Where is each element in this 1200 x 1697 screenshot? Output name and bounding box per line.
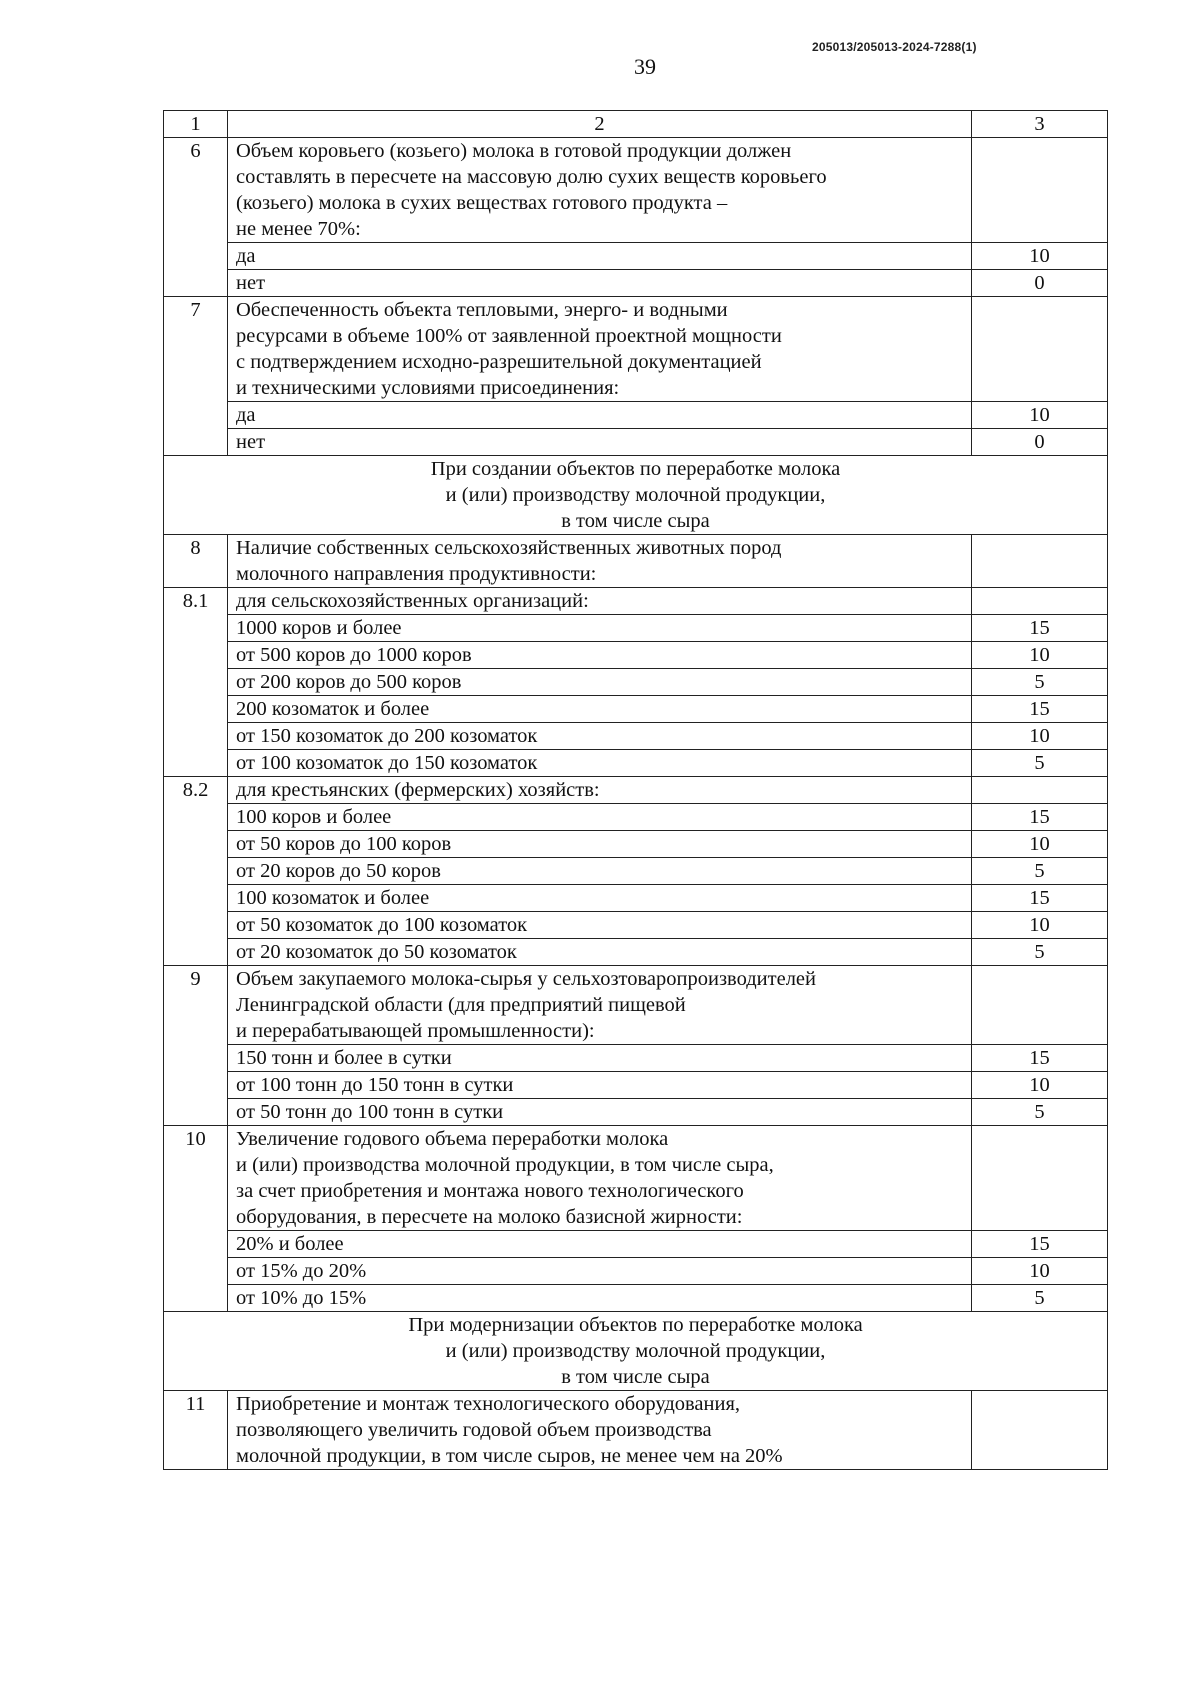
criterion-text: для сельскохозяйственных организаций: (228, 588, 972, 615)
option-row (164, 1258, 1108, 1285)
option-text: от 100 козоматок до 150 козоматок (228, 750, 972, 777)
option-text: от 20 коров до 50 коров (228, 858, 972, 885)
header-cell-1: 1 (164, 111, 228, 138)
option-score: 5 (972, 858, 1108, 885)
criterion-number: 11 (164, 1391, 228, 1470)
table-header-row (164, 111, 1108, 138)
option-row (164, 1072, 1108, 1099)
criterion-row (164, 297, 1108, 402)
section-title: При модернизации объектов по переработке молока и (или) производству молочной продукции, в том числе сыра (164, 1312, 1108, 1391)
criterion-row (164, 588, 1108, 615)
header-cell-3: 3 (972, 111, 1108, 138)
option-score: 10 (972, 642, 1108, 669)
criterion-row (164, 777, 1108, 804)
option-row (164, 858, 1108, 885)
option-score: 15 (972, 804, 1108, 831)
criterion-text: Приобретение и монтаж технологического оборудования, позволяющего увеличить годовой объем производства молочной продукции, в том числе сыров, не менее чем на 20% (228, 1391, 972, 1470)
section-title: При создании объектов по переработке молока и (или) производству молочной продукции, в том числе сыра (164, 456, 1108, 535)
option-score: 5 (972, 669, 1108, 696)
criterion-score (972, 535, 1108, 588)
criteria-table-body (164, 111, 1108, 1470)
option-row (164, 1099, 1108, 1126)
option-text: нет (228, 429, 972, 456)
option-text: да (228, 402, 972, 429)
header-cell-2: 2 (228, 111, 972, 138)
option-row (164, 243, 1108, 270)
criterion-number: 8.2 (164, 777, 228, 966)
criterion-score (972, 966, 1108, 1045)
criterion-score (972, 1126, 1108, 1231)
option-row (164, 831, 1108, 858)
option-score: 15 (972, 1231, 1108, 1258)
option-text: от 50 коров до 100 коров (228, 831, 972, 858)
criterion-number: 8.1 (164, 588, 228, 777)
criterion-row (164, 535, 1108, 588)
option-row (164, 723, 1108, 750)
criterion-score (972, 777, 1108, 804)
option-row (164, 696, 1108, 723)
section-header-row (164, 1312, 1108, 1391)
option-text: от 20 козоматок до 50 козоматок (228, 939, 972, 966)
option-score: 10 (972, 723, 1108, 750)
option-row (164, 270, 1108, 297)
option-row (164, 939, 1108, 966)
option-score: 5 (972, 1099, 1108, 1126)
option-score: 10 (972, 1258, 1108, 1285)
option-text: 20% и более (228, 1231, 972, 1258)
document-id: 205013/205013-2024-7288(1) (812, 40, 977, 54)
option-row (164, 615, 1108, 642)
option-score: 5 (972, 750, 1108, 777)
option-score: 15 (972, 1045, 1108, 1072)
option-score: 10 (972, 831, 1108, 858)
option-score: 0 (972, 429, 1108, 456)
criterion-score (972, 138, 1108, 243)
criterion-text: Увеличение годового объема переработки молока и (или) производства молочной продукции, в том числе сыра, за счет приобретения и монтажа нового технологического оборудования, в пересчете на молоко базисной жирности: (228, 1126, 972, 1231)
option-row (164, 1045, 1108, 1072)
criterion-row (164, 966, 1108, 1045)
option-score: 10 (972, 243, 1108, 270)
option-text: от 200 коров до 500 коров (228, 669, 972, 696)
criterion-number: 6 (164, 138, 228, 297)
option-row (164, 642, 1108, 669)
option-score: 5 (972, 939, 1108, 966)
option-row (164, 885, 1108, 912)
option-score: 5 (972, 1285, 1108, 1312)
option-text: 100 козоматок и более (228, 885, 972, 912)
criterion-score (972, 588, 1108, 615)
option-text: 200 козоматок и более (228, 696, 972, 723)
criterion-score (972, 297, 1108, 402)
option-row (164, 1285, 1108, 1312)
criteria-table (163, 110, 1108, 1470)
option-text: 100 коров и более (228, 804, 972, 831)
option-text: от 50 козоматок до 100 козоматок (228, 912, 972, 939)
option-text: 150 тонн и более в сутки (228, 1045, 972, 1072)
criterion-text: Наличие собственных сельскохозяйственных животных пород молочного направления продуктивности: (228, 535, 972, 588)
page-number: 39 (634, 54, 656, 79)
criterion-row (164, 1126, 1108, 1231)
option-text: от 10% до 15% (228, 1285, 972, 1312)
option-score: 15 (972, 885, 1108, 912)
criterion-number: 7 (164, 297, 228, 456)
option-row (164, 912, 1108, 939)
option-text: да (228, 243, 972, 270)
option-row (164, 402, 1108, 429)
criterion-score (972, 1391, 1108, 1470)
option-text: от 100 тонн до 150 тонн в сутки (228, 1072, 972, 1099)
criterion-row (164, 1391, 1108, 1470)
option-row (164, 429, 1108, 456)
option-text: от 50 тонн до 100 тонн в сутки (228, 1099, 972, 1126)
criterion-number: 10 (164, 1126, 228, 1312)
option-score: 0 (972, 270, 1108, 297)
criterion-text: Обеспеченность объекта тепловыми, энерго- и водными ресурсами в объеме 100% от заявленной проектной мощности с подтверждением исходно-разрешительной документацией и техническими условиями присоединения: (228, 297, 972, 402)
option-text: 1000 коров и более (228, 615, 972, 642)
criterion-number: 8 (164, 535, 228, 588)
option-row (164, 669, 1108, 696)
option-score: 15 (972, 615, 1108, 642)
criterion-text: Объем коровьего (козьего) молока в готовой продукции должен составлять в пересчете на массовую долю сухих веществ коровьего (козьего) молока в сухих веществах готового продукта – не менее 70%: (228, 138, 972, 243)
option-score: 10 (972, 402, 1108, 429)
criterion-text: Объем закупаемого молока-сырья у сельхозтоваропроизводителей Ленинградской области (для предприятий пищевой и перерабатывающей промышленности): (228, 966, 972, 1045)
criterion-number: 9 (164, 966, 228, 1126)
option-row (164, 750, 1108, 777)
option-score: 10 (972, 912, 1108, 939)
option-text: от 15% до 20% (228, 1258, 972, 1285)
section-header-row (164, 456, 1108, 535)
option-text: нет (228, 270, 972, 297)
option-score: 15 (972, 696, 1108, 723)
criterion-text: для крестьянских (фермерских) хозяйств: (228, 777, 972, 804)
option-row (164, 804, 1108, 831)
option-row (164, 1231, 1108, 1258)
criterion-row (164, 138, 1108, 243)
option-text: от 500 коров до 1000 коров (228, 642, 972, 669)
option-score: 10 (972, 1072, 1108, 1099)
option-text: от 150 козоматок до 200 козоматок (228, 723, 972, 750)
